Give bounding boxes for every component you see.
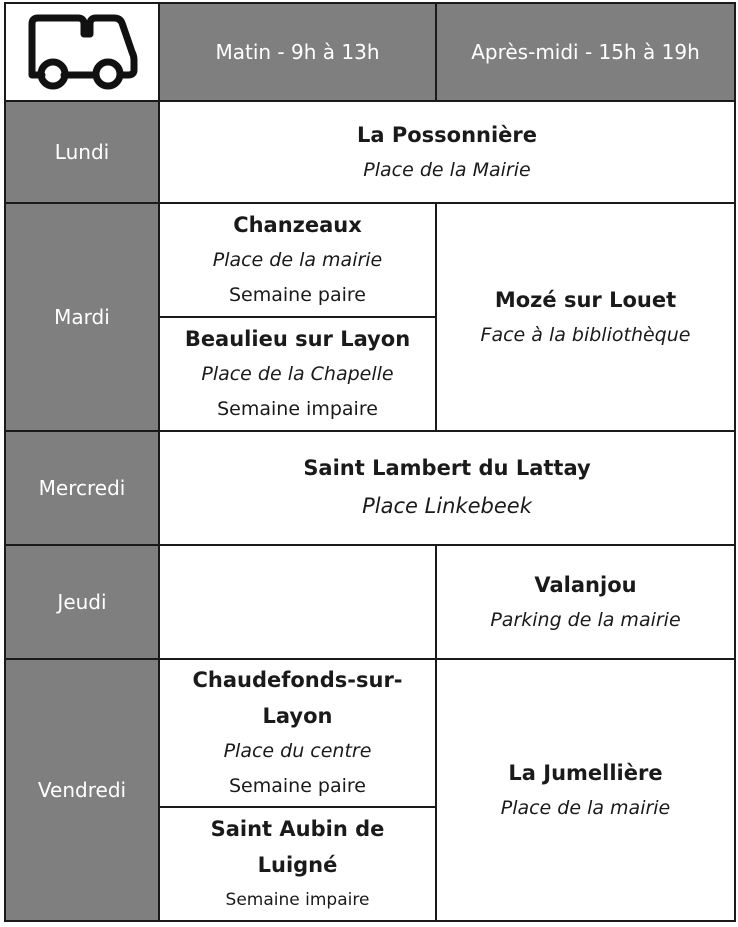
day-label-monday: Lundi [5,101,159,203]
location-name: Mozé sur Louet [494,287,677,312]
week-parity: Semaine paire [228,775,367,797]
thursday-afternoon-cell [436,545,735,659]
location-place: Place de la mairie [500,796,671,819]
week-parity: Semaine impaire [217,398,378,420]
location-name-line2: Layon [262,704,333,728]
location-name-line1: Saint Aubin de [210,816,385,841]
week-parity: Semaine impaire [225,889,370,910]
friday-morning-odd-cell [159,807,436,921]
location-place: Place de la mairie [212,249,383,271]
header-row [5,3,735,101]
row-tuesday-even [5,203,735,317]
week-parity: Semaine paire [228,284,367,306]
header-morning: Matin - 9h à 13h [159,3,436,101]
location-name: Saint Lambert du Lattay [303,456,591,480]
location-name: Chanzeaux [233,213,362,237]
friday-morning-even-cell [159,659,436,807]
row-thursday [5,545,735,659]
tuesday-afternoon-cell [436,203,735,431]
row-friday-even [5,659,735,807]
location-place: Face à la bibliothèque [480,323,691,346]
row-wednesday [5,431,735,545]
location-place: Place de la Chapelle [201,363,394,385]
location-name: La Possonnière [356,122,538,147]
thursday-morning-empty-cell [159,545,436,659]
schedule-table [4,2,736,922]
location-place: Place du centre [223,740,372,762]
location-place: Place de la Mairie [363,158,531,181]
tuesday-morning-even-cell [159,203,436,317]
location-name: La Jumellière [508,760,663,785]
monday-full-day-cell [159,101,735,203]
day-label-wednesday: Mercredi [5,431,159,545]
day-label-tuesday: Mardi [5,203,159,431]
location-name: Valanjou [534,572,637,597]
friday-afternoon-cell [436,659,735,921]
location-place: Place Linkebeek [362,494,532,518]
day-label-thursday: Jeudi [5,545,159,659]
row-monday [5,101,735,203]
tuesday-morning-odd-cell [159,317,436,431]
location-place: Parking de la mairie [490,608,681,631]
location-name-line2: Luigné [257,852,338,877]
delivery-van-icon [24,12,140,92]
day-label-friday: Vendredi [5,659,159,921]
location-name-line1: Chaudefonds-sur- [192,668,403,692]
wednesday-full-day-cell [159,431,735,545]
location-name: Beaulieu sur Layon [184,327,411,351]
header-afternoon: Après-midi - 15h à 19h [436,3,735,101]
header-corner-cell [5,3,159,101]
